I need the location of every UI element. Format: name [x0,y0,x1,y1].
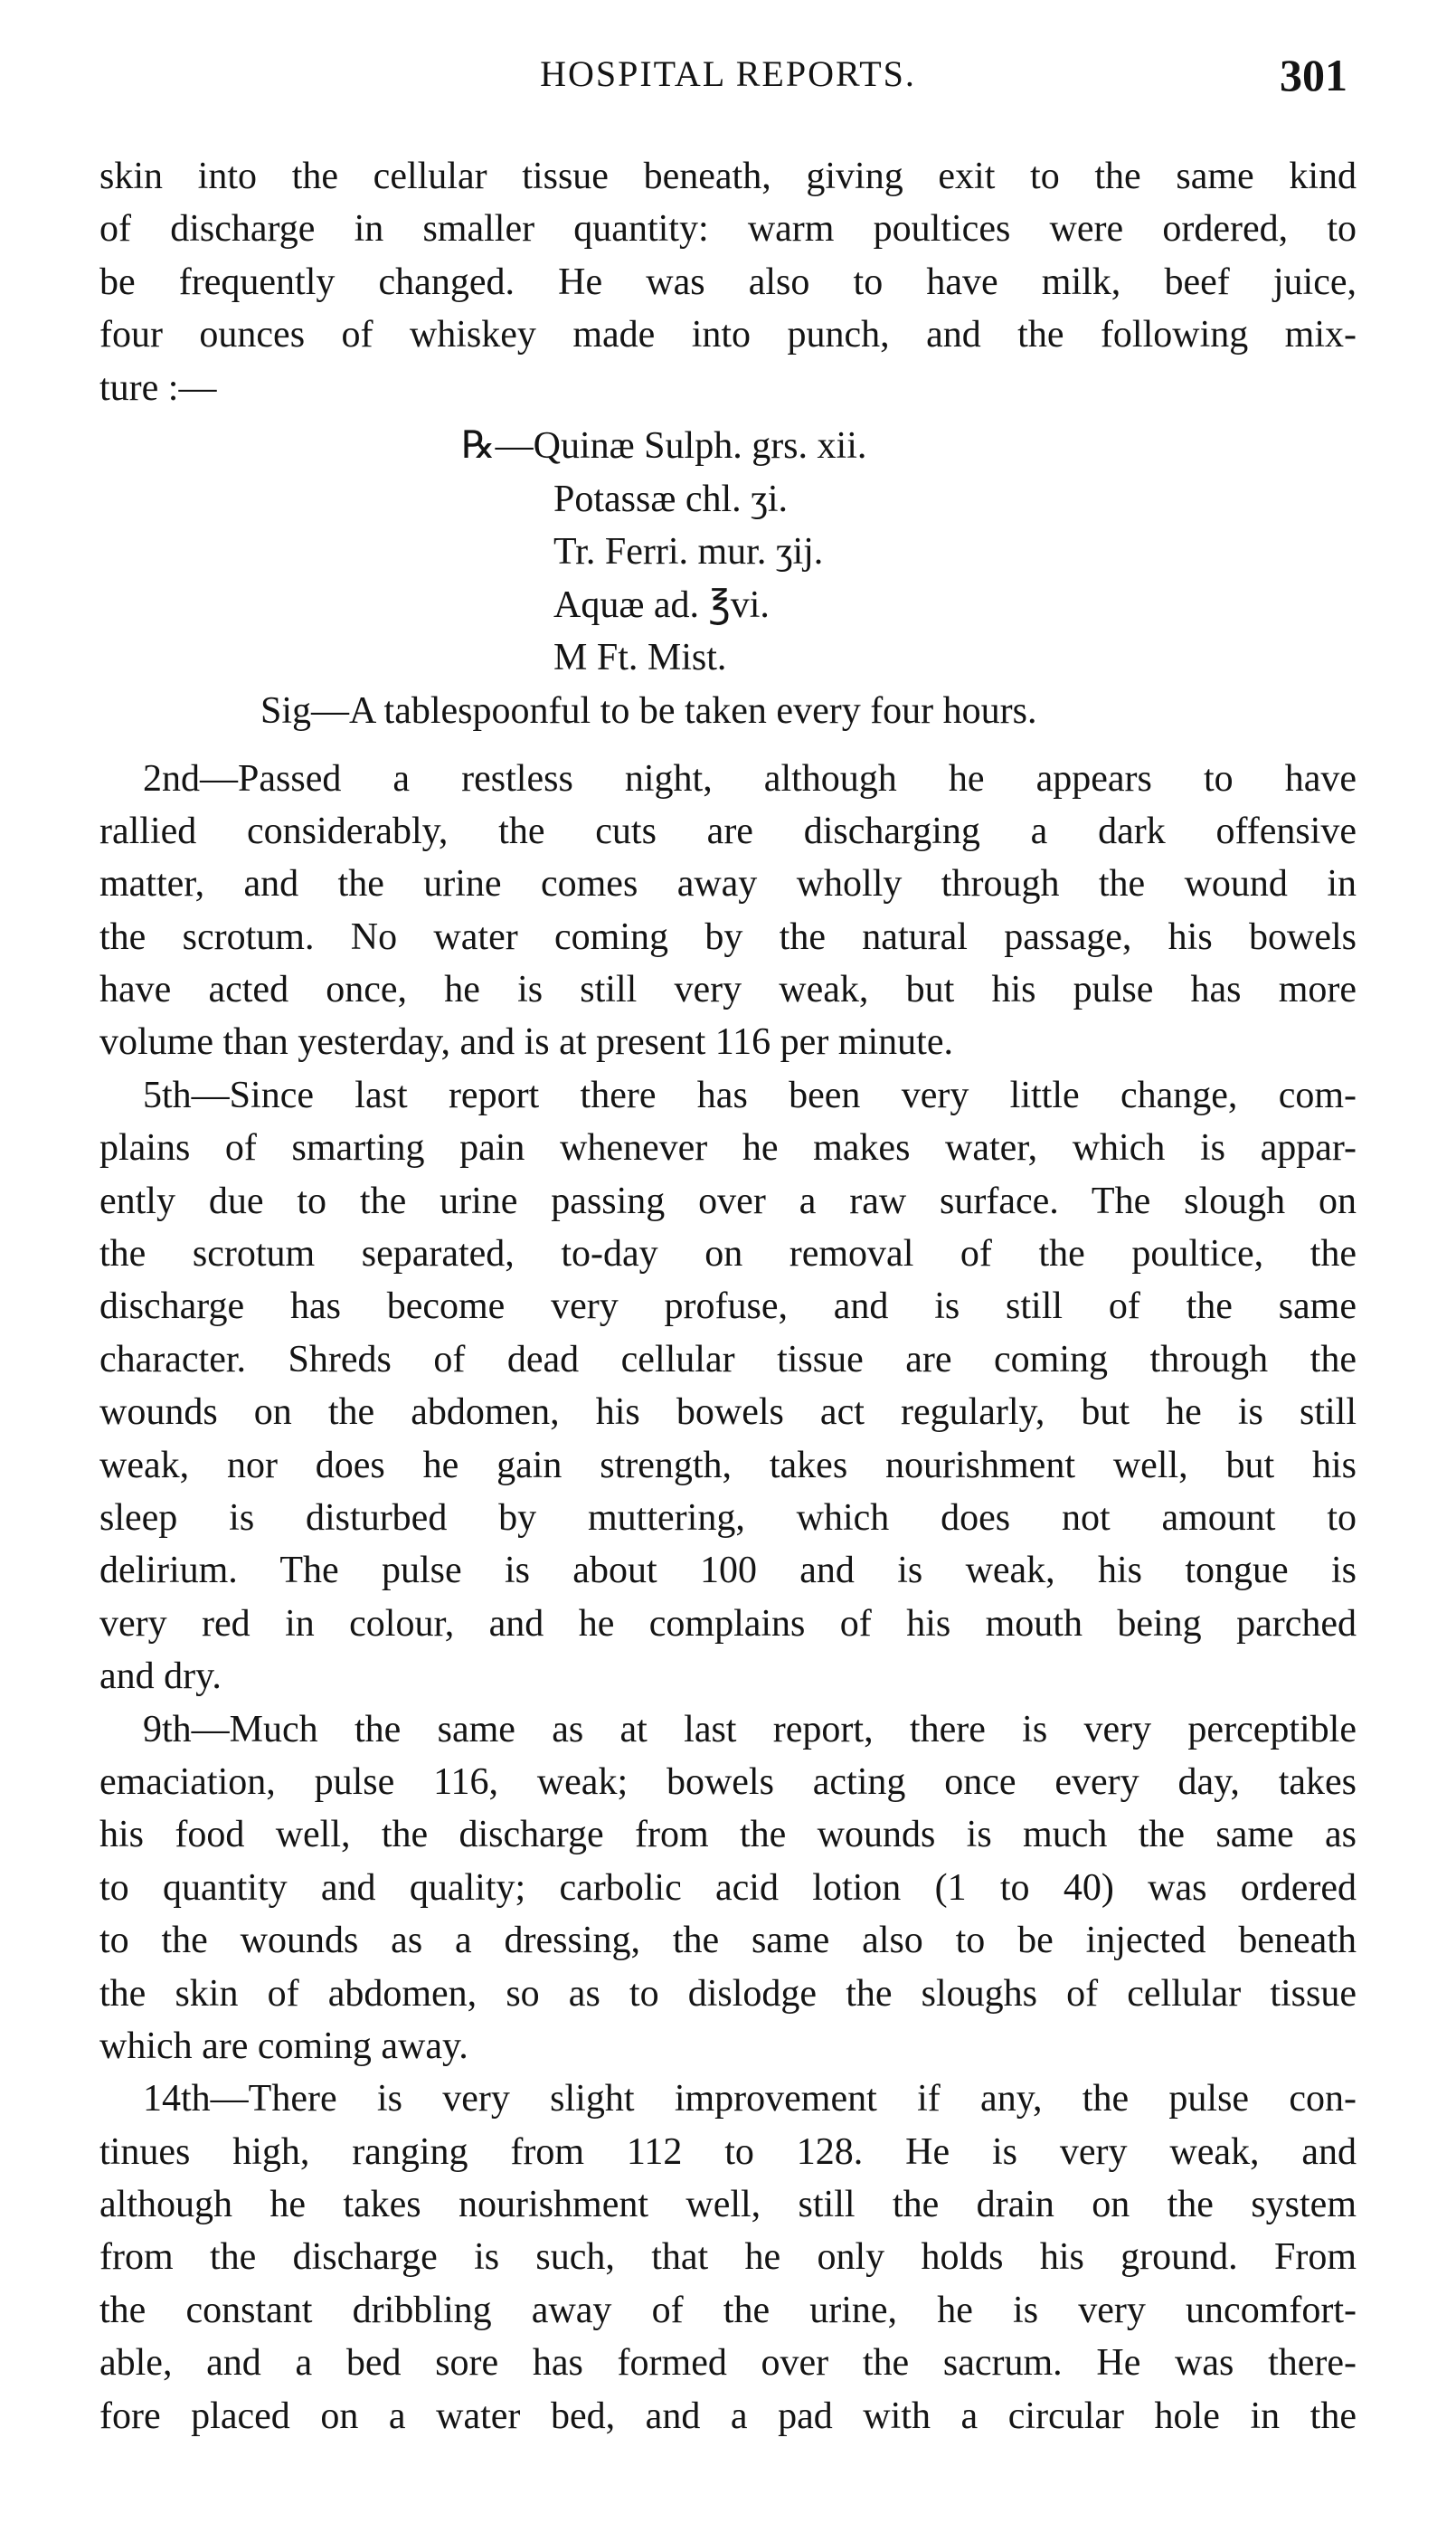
text-line: rallied considerably, the cuts are discharging a dark offensive [99,810,1357,852]
prescription-first-line: ℞—Quinæ Sulph. grs. xii. [461,424,867,467]
text-line: which are coming away. [99,2025,468,2067]
text-line: 2nd—Passed a restless night, although he appears to have [143,757,1357,800]
text-line: 9th—Much the same as at last report, there is very perceptible [143,1708,1357,1750]
paragraph-14th [99,2072,1357,2442]
text-line: character. Shreds of dead cellular tissue are coming through the [99,1338,1357,1380]
prescription-item: Potassæ chl. ʒi. [553,478,788,520]
text-line: the skin of abdomen, so as to dislodge the sloughs of cellular tissue [99,1972,1357,2015]
prescription [99,420,1357,738]
text-line: although he takes nourishment well, still the drain on the system [99,2184,1357,2226]
prescription-item: Aquæ ad. ℥vi. [553,583,770,626]
text-line: emaciation, pulse 116, weak; bowels acting once every day, takes [99,1760,1357,1803]
text-line: fore placed on a water bed, and a pad with a circular hole in the [99,2395,1357,2437]
paragraph-5th [99,1069,1357,1703]
text-line: delirium. The pulse is about 100 and is weak, his tongue is [99,1550,1357,1592]
body-text [99,150,1357,2442]
text-line: the constant dribbling away of the urine, he is very uncomfort- [99,2289,1357,2331]
text-line: ently due to the urine passing over a raw surface. The slough on [99,1180,1357,1222]
text-line: from the discharge is such, that he only holds his ground. From [99,2236,1357,2279]
text-line: to quantity and quality; carbolic acid lotion (1 to 40) was ordered [99,1866,1357,1909]
text-line: his food well, the discharge from the wounds is much the same as [99,1814,1357,1856]
text-line: the scrotum. No water coming by the natural passage, his bowels [99,915,1357,958]
text-line: volume than yesterday, and is at present 116 per minute. [99,1021,953,1064]
running-title: HOSPITAL REPORTS. [540,53,916,94]
text-line: and dry. [99,1655,222,1698]
text-line: tinues high, ranging from 112 to 128. He is very weak, and [99,2130,1357,2173]
text-line: discharge has become very profuse, and is still of the same [99,1285,1357,1328]
text-line: plains of smarting pain whenever he makes water, which is appar- [99,1127,1357,1170]
text-line: 14th—There is very slight improvement if any, the pulse con- [143,2078,1357,2120]
text-line: have acted once, he is still very weak, but his pulse has more [99,969,1357,1011]
text-line: ture :— [99,366,217,409]
paragraph-2nd [99,753,1357,1069]
text-line: to the wounds as a dressing, the same also to be injected beneath [99,1920,1357,1962]
text-line: 5th—Since last report there has been very little change, com- [143,1074,1357,1116]
prescription-item: Tr. Ferri. mur. ʒij. [553,531,824,574]
text-line: able, and a bed sore has formed over the sacrum. He was there- [99,2342,1357,2385]
text-line: very red in colour, and he complains of his mouth being parched [99,1602,1357,1645]
running-head [99,52,1357,116]
intro-paragraph [99,150,1357,414]
text-line: four ounces of whiskey made into punch, and the following mix- [99,314,1357,356]
paragraph-9th [99,1703,1357,2073]
text-line: wounds on the abdomen, his bowels act regularly, but he is still [99,1391,1357,1434]
prescription-signature: Sig—A tablespoonful to be taken every four hours. [260,689,1037,732]
text-line: be frequently changed. He was also to have milk, beef juice, [99,261,1357,303]
text-line: skin into the cellular tissue beneath, giving exit to the same kind [99,156,1357,197]
text-line: of discharge in smaller quantity: warm poultices were ordered, to [99,208,1357,251]
page-number: 301 [1280,50,1347,100]
prescription-item: M Ft. Mist. [553,637,727,679]
text-line: sleep is disturbed by muttering, which does not amount to [99,1496,1357,1539]
text-line: weak, nor does he gain strength, takes nourishment well, but his [99,1444,1357,1486]
text-line: the scrotum separated, to-day on removal of the poultice, the [99,1233,1357,1276]
text-line: matter, and the urine comes away wholly through the wound in [99,863,1357,906]
